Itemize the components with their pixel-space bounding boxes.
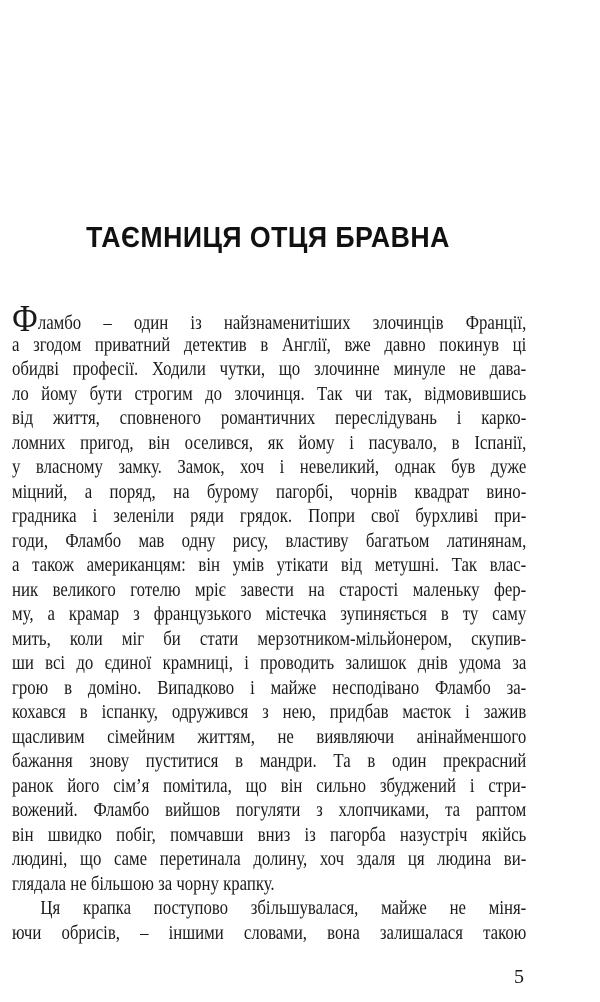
text-line: Фламбо – один із найзнаменитіших злочинців Франції, — [12, 298, 527, 340]
text-line: міцний, а поряд, на бурому пагорбі, чорнів квадрат вино- — [12, 481, 527, 503]
text-line: годи, Фламбо мав одну рису, властиву багатьом латинянам, — [12, 530, 527, 552]
text-line: людині, що саме перетинала долину, хоч здаля ця людина ви- — [12, 849, 527, 870]
text-line: вожений. Фламбо вийшов погуляти з хлопчиками, та раптом — [12, 800, 527, 821]
text-line: Ця крапка поступово збільшувалася, майже не міня- — [40, 898, 527, 919]
text-line: му, а крамар з французького містечка зупиняється в ту саму — [12, 604, 527, 625]
page-number: 5 — [514, 966, 524, 988]
text-line: а також американцям: він умів утікати від метушні. Так влас- — [12, 555, 527, 576]
text-line: ранок його сім’я помітила, що він сильно збуджений і стри- — [12, 775, 527, 797]
text-line: ломних пригод, він оселився, як йому і пасувало, в Іспанії, — [12, 432, 527, 454]
paragraph-2 — [12, 897, 526, 946]
text-line: він швидко побіг, помчавши вниз із пагорба назустріч якійсь — [12, 824, 527, 846]
text-line: ючи обрисів, – іншими словами, вона залишалася такою — [12, 922, 527, 944]
text-line: кохався в іспанку, одружився з нею, придбав маєток і зажив — [12, 702, 527, 723]
text-line: мить, коли міг би стати мерзотником-мільйонером, скупив- — [12, 628, 527, 650]
text-line: ши всі до єдиної крамниці, і проводить залишок днів удома за — [12, 653, 527, 674]
paragraph-1 — [12, 298, 527, 897]
text-line: глядала не більшою за чорну крапку. — [12, 873, 275, 895]
text-line: градника і зеленіли ряди грядок. Попри свої бурхливі при- — [12, 506, 527, 527]
chapter-body — [12, 298, 527, 946]
text-line: грою в доміно. Випадково і майже несподівано Фламбо за- — [12, 677, 527, 699]
text-line: у власному замку. Замок, хоч і невеликий, однак був дуже — [12, 457, 527, 478]
text-line: обидві професії. Ходили чутки, що злочинне минуле не дава- — [12, 359, 527, 380]
text-line: від життя, сповненого романтичних переслідувань і карко- — [12, 408, 527, 429]
text-line: ло йому бути строгим до злочинця. Так чи так, відмовившись — [12, 383, 527, 405]
drop-cap: Ф — [12, 298, 38, 340]
text-line: бажання знову пуститися в мандри. Та в один прекрасний — [12, 751, 527, 772]
text-line: ник великого готелю мріє завести на старості маленьку фер- — [12, 579, 527, 601]
text-line: а згодом приватний детектив в Англії, вже давно покинув ці — [12, 334, 527, 356]
chapter-title: ТАЄМНИЦЯ ОТЦЯ БРАВНА — [86, 222, 450, 254]
text-line: щасливим сімейним життям, не виявляючи анінайменшого — [12, 726, 527, 748]
